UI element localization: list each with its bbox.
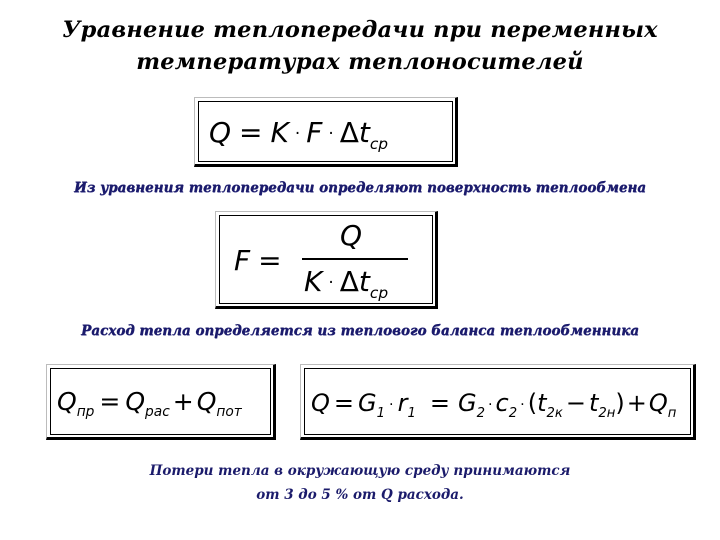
equation-heat-transfer	[209, 116, 389, 153]
eq1-t: t	[358, 116, 370, 149]
eq4-plus: +	[626, 389, 647, 417]
eq2-numerator	[340, 219, 363, 252]
eq4-minus: −	[565, 389, 586, 417]
eq4-q: Q	[311, 389, 330, 417]
slide-title	[0, 14, 720, 78]
eq3-equals: =	[99, 387, 121, 416]
eq1-dot-1: ·	[294, 123, 301, 144]
eq3-q3: Q	[196, 387, 217, 416]
caption-heat-balance: Расход тепла определяется из теплового баланса теплообменника	[81, 323, 639, 339]
eq4-qn-subscript: п	[667, 405, 677, 421]
equation-heat-transfer-box	[194, 97, 458, 167]
equation-area-box	[215, 211, 438, 309]
eq4-equals-1: =	[333, 389, 354, 417]
eq4-right-paren: )	[615, 389, 625, 417]
eq4-equals-2: =	[429, 389, 450, 417]
eq4-qn: Q	[648, 389, 668, 417]
eq1-delta: Δ	[339, 116, 359, 149]
eq1-equals: =	[239, 116, 263, 149]
heat-loss-note	[0, 459, 720, 507]
eq1-q: Q	[209, 116, 232, 149]
eq4-c-subscript: 2	[508, 405, 518, 421]
eq4-r-subscript: 1	[407, 405, 416, 421]
eq4-dot-3: ·	[520, 396, 525, 413]
equation-heat-sum	[57, 389, 242, 420]
eq4-dot-1: ·	[389, 396, 394, 413]
equation-heat-balance	[311, 391, 676, 420]
eq4-left-paren: (	[527, 389, 538, 417]
eq2-lhs	[234, 244, 282, 277]
eq1-k: K	[270, 116, 289, 149]
equation-heat-sum-frame	[50, 368, 271, 435]
eq4-r: r	[397, 389, 408, 417]
eq4-t2: t	[588, 389, 599, 417]
eq3-q2: Q	[125, 387, 146, 416]
equation-heat-sum-box	[46, 364, 276, 440]
eq3-subscript-pot: пот	[216, 404, 242, 421]
equation-area-frame	[219, 215, 433, 304]
eq4-t2-subscript: 2н	[598, 405, 616, 421]
eq2-delta: Δ	[339, 265, 359, 298]
eq1-subscript-cp: ср	[369, 134, 389, 153]
title-line-2: температурах теплоносителей	[136, 49, 584, 75]
eq2-t: t	[358, 265, 370, 298]
eq2-fraction-line	[302, 258, 408, 260]
eq2-q: Q	[340, 219, 363, 252]
caption-surface: Из уравнения теплопередачи определяют поверхность теплообмена	[73, 180, 647, 196]
eq4-g2-subscript: 2	[476, 405, 485, 421]
eq4-t1: t	[537, 389, 547, 417]
eq4-g1: G	[358, 389, 377, 417]
eq2-f: F	[234, 244, 251, 277]
eq2-equals: =	[258, 244, 282, 277]
eq4-c: c	[495, 389, 509, 417]
eq4-g1-subscript: 1	[376, 405, 385, 421]
equation-heat-transfer-frame	[198, 101, 453, 162]
equation-heat-balance-box	[300, 364, 696, 440]
eq3-subscript-ras: рас	[145, 404, 170, 421]
eq4-t1-subscript: 2к	[546, 405, 563, 421]
note-line-1: Потери тепла в окружающую среду принимаются	[149, 463, 571, 479]
eq1-f: F	[306, 116, 323, 149]
eq3-q1: Q	[57, 387, 77, 416]
eq1-dot-2: ·	[328, 123, 334, 144]
eq2-dot: ·	[328, 272, 334, 293]
eq4-g2: G	[457, 389, 477, 417]
eq2-k: K	[304, 265, 323, 298]
eq3-plus: +	[172, 387, 194, 416]
eq3-subscript-pr: пр	[76, 404, 95, 421]
eq4-dot-2: ·	[487, 396, 493, 413]
note-line-2: от 3 до 5 % от Q расхода.	[256, 487, 464, 503]
eq2-subscript-cp: ср	[369, 283, 389, 302]
title-line-1: Уравнение теплопередачи при переменных	[62, 17, 658, 43]
eq2-denominator	[304, 265, 389, 302]
equation-heat-balance-frame	[304, 368, 691, 435]
